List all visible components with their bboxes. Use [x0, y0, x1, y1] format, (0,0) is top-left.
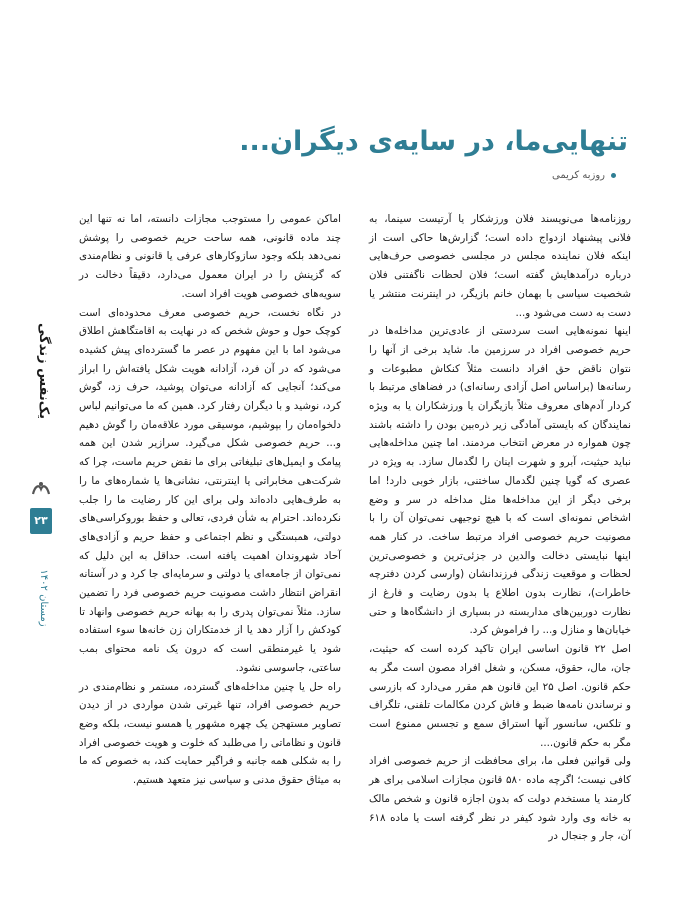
page-sidebar — [30, 300, 52, 627]
paragraph: راه حل یا چنین مداخله‌های گسترده، مستمر و نظام‌مندی در حریم خصوصی افراد، تنها غیرتی شدن مواردی در از دیدن تصاویر مستهجن یک چهره مشهور یا همسو نیست، بلکه وضع قانون و نظاماتی را می‌طلبد که خلوت و هویت خصوصی افراد را به شکلی همه جانبه و فراگیر حمایت کند، به خصوص که ما به میثاق حقوق مدنی و سیاسی نیز متعهد هستیم. — [79, 680, 341, 787]
paragraph: اماکن عمومی را مستوجب مجازات دانسته، اما نه تنها این چند ماده قانونی، همه ساحت حریم خصوصی را پوشش نمی‌دهد بلکه وجود سازوکارهای عرفی یا قانونی و نظام‌مندی که گزینش را در ایران معمول می‌دارد، دقیقاً دخالت در سویه‌های خصوصی هویت افراد است. — [79, 213, 341, 300]
author-name: روزبه کریمی — [552, 170, 605, 181]
paragraph: ولی قوانین فعلی ما، برای محافظت از حریم خصوصی افراد کافی نیست؛ اگرچه ماده ۵۸۰ قانون مجازات اسلامی برای هر کارمند یا مستخدم دولت که بدون اجازه قانون و شخص مالک به خانه وی وارد شود کیفر در نظر گرفته است یا ماده ۶۱۸ آن، جار و جنجال در — [369, 755, 631, 843]
issue-season: زمستان ۱۴۰۲ — [38, 569, 49, 627]
article-column-left — [79, 210, 341, 790]
paragraph: در نگاه نخست، حریم خصوصی معرف محدوده‌ای است کوچک حول و حوش شخص که در نهایت به اقامتگاهش اطلاق می‌شود اما با این مفهوم در عصر ما گسترده‌ای پیش کشیده می‌شود که در آن فرد، آزادانه هویت شکل یافته‌اش را ابراز می‌کند؛ آنجایی که آزادانه می‌توان پوشید، حرف زد، گوش کرد، نوشید و با دیگران رفتار کرد. همین که ما می‌توانیم لباس دلخواه‌مان را بپوشیم، موسیقی مورد علاقه‌مان را گوش دهیم و... حریم خصوصی شکل می‌گیرد. سرازیر شدن این همه پیامک و ایمیل‌های تبلیغاتی برای ما نقض حریم ماست، چرا که شرکت‌هی مخابراتی یا اینترنتی، نشانی‌ها یا شماره‌های ما را به طرف‌هایی داده‌اند ولی برای این کار رضایت ما را جلب نکرده‌اند. احترام به شأن فردی، تعالی و حفظ بوروکراسی‌های دولتی، همبستگی و نظم اجتماعی و حفظ حریم و آزادی‌های آحاد شهروندان اهمیت یافته است. حداقل به این دلیل که نمی‌توان از جامعه‌ای یا دولتی و سرمایه‌ای جا کرد و در آستانه انقراض انتظار داشت مصونیت حریم خصوصی فرد را تضمین سازد. مثلاً نمی‌توان پدری را به بهانه حریم خصوصی وانهاد تا کودکش را آزار دهد یا از خدمتکاران زن خانه‌ها سوء استفاده شود یا غیرمنطقی است که درون یک نامه محتوای بمب ساعتی، جاسوسی نشود. — [79, 306, 341, 674]
article-title: تنهایی‌ما، در سایه‌ی دیگران... — [239, 126, 628, 157]
article-column-right — [369, 210, 631, 846]
paragraph: روزنامه‌ها می‌نویسند فلان ورزشکار یا آرتیست سینما، به فلانی پیشنهاد ازدواج داده است؛ گزارش‌ها حاکی است از اینکه فلان نماینده مجلس در مجلسی خصوصی حرف‌هایی درباره درآمدهایش گفته است؛ فلان لحظات ناگفتنی فلان شخصیت سیاسی با بهمان خانم بازیگر، در اینترنت منتشر یا دست به دست می‌شود و... — [369, 213, 631, 319]
paragraph: اصل ۲۲ قانون اساسی ایران تاکید کرده است که حیثیت، جان، مال، حقوق، مسکن، و شغل افراد مصون است مگر به حکم قانون. اصل ۲۵ این قانون هم مقرر می‌دارد که بازرسی و نرساندن نامه‌ها ضبط و فاش کردن مکالمات تلفنی، تلگراف و تلکس، سانسور آنها استراق سمع و تجسس ممنوع است مگر به حکم قانون.... — [369, 643, 631, 749]
article-byline — [416, 170, 616, 181]
page-number: ۲۳ — [30, 508, 52, 534]
magazine-name: یک‌نفس زندگی — [36, 323, 51, 419]
magazine-logo-icon — [31, 480, 51, 498]
paragraph: اینها نمونه‌هایی است سردستی از عادی‌ترین مداخله‌ها در حریم خصوصی افراد در سرزمین ما. شاید برخی از آنها را نتوان ناقض حق افراد دانست مثلاً کنکاش مطبوعات و رسانه‌ها (براساس اصل آزادی رسانه‌ای) در فضاهای مرتبط با کردار آدم‌های معروف مثلاً بازیگران یا ورزشکاران یا به ویژه نمایندگان که بایستی آمادگی زیر ذره‌بین بودن را داشته باشند چون همواره در معرض انتخاب مردمند. اما چنین مداخله‌هایی نباید حیثیت، آبرو و شهرت اینان را لگدمال سازد. به ویژه در عصری که گویا چنین لگدمال ساختنی، بازار خوبی دارد! اما برخی دیگر از این مداخله‌ها مثل مداخله در سر و وضع اشخاص نمونه‌ای است که با هیچ توجیهی نمی‌توان آن را با مصونیت حریم خصوصی افراد مرتبط ساخت. در کنار همه اینها نبایستی دخالت والدین در جزئی‌ترین و خصوصی‌ترین لحظات و موقعیت زندگی فرزندانشان (وارسی کردن دفترچه خاطرات)، نظارت بدون اطلاع یا بدون رضایت و فارغ از نظارت دوربین‌های مداربسته در بسیاری از دانشگاه‌ها و حتی خیابان‌ها و منازل و... را فراموش کرد. — [369, 325, 631, 637]
bullet-icon — [611, 173, 616, 178]
